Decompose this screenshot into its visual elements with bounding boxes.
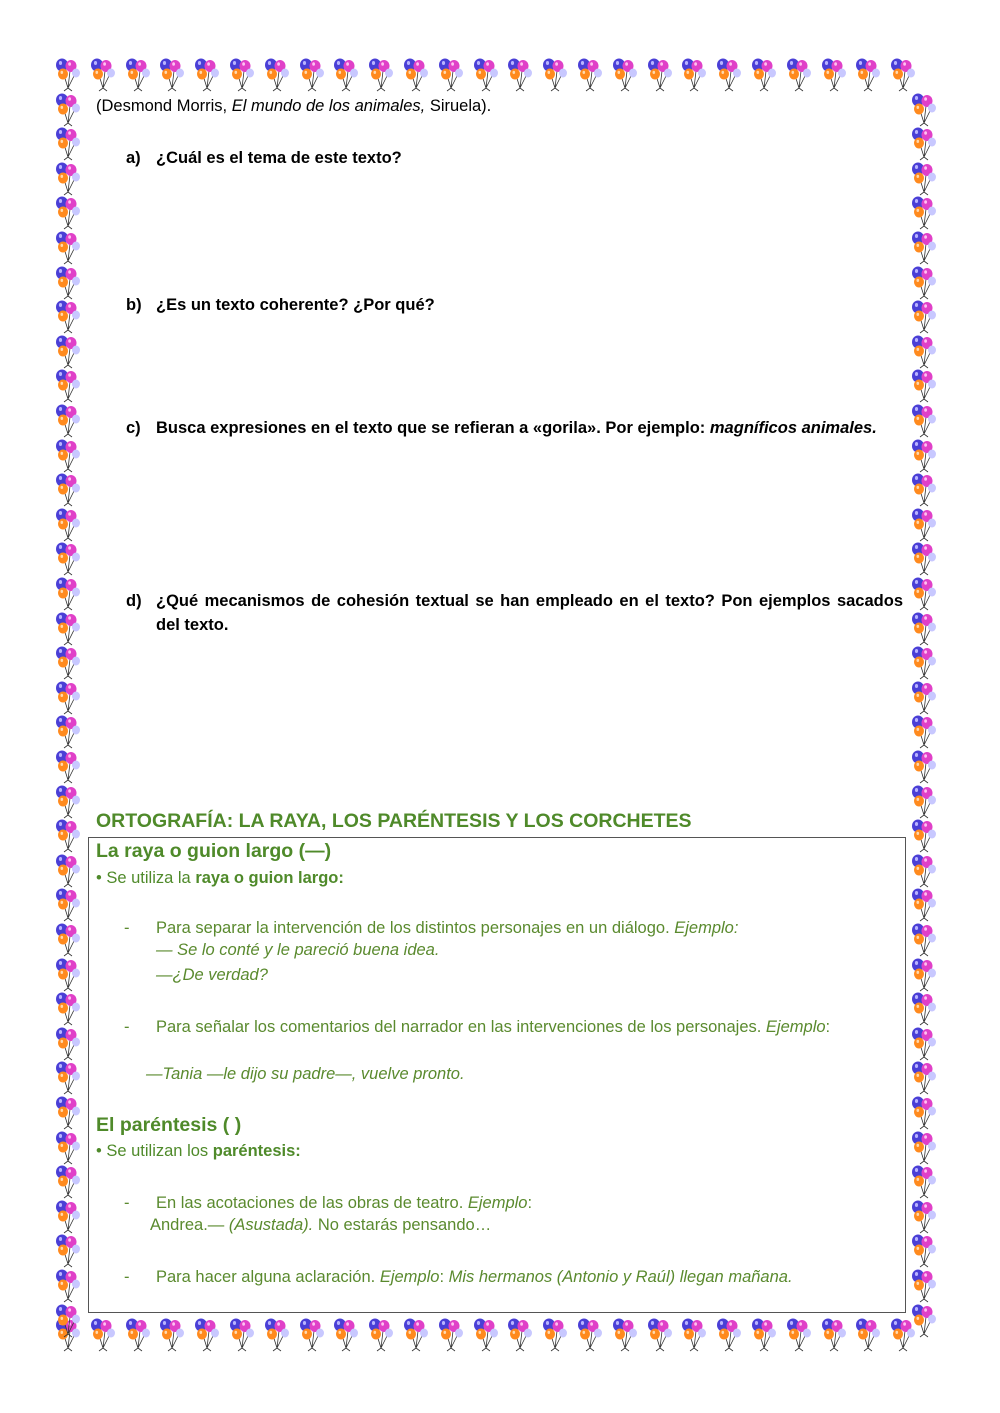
balloon-icon xyxy=(54,854,82,888)
balloon-icon xyxy=(54,681,82,715)
balloon-icon xyxy=(680,58,708,92)
balloon-icon xyxy=(910,819,938,853)
balloon-icon xyxy=(820,58,848,92)
balloon-icon xyxy=(298,1318,326,1352)
balloon-icon xyxy=(910,681,938,715)
balloon-icon xyxy=(910,1200,938,1234)
balloon-icon xyxy=(910,577,938,611)
balloon-icon xyxy=(193,58,221,92)
balloon-icon xyxy=(750,1318,778,1352)
source-citation: (Desmond Morris, El mundo de los animales, Siruela). xyxy=(96,97,492,115)
balloon-icon xyxy=(89,58,117,92)
section-heading: ORTOGRAFÍA: LA RAYA, LOS PARÉNTESIS Y LOS CORCHETES xyxy=(96,810,692,832)
balloon-icon xyxy=(910,542,938,576)
balloon-icon xyxy=(54,819,82,853)
balloon-icon xyxy=(889,58,917,92)
balloon-icon xyxy=(263,58,291,92)
balloon-icon xyxy=(576,58,604,92)
balloon-icon xyxy=(54,646,82,680)
balloon-icon xyxy=(332,58,360,92)
balloon-icon xyxy=(124,1318,152,1352)
balloon-icon xyxy=(820,1318,848,1352)
balloon-icon xyxy=(54,888,82,922)
balloon-icon xyxy=(228,1318,256,1352)
balloon-icon xyxy=(54,508,82,542)
parentesis-intro: • Se utilizan los paréntesis: xyxy=(96,1142,301,1160)
balloon-icon xyxy=(54,612,82,646)
balloon-icon xyxy=(54,58,82,92)
balloon-icon xyxy=(54,1096,82,1130)
balloon-icon xyxy=(54,439,82,473)
balloon-icon xyxy=(854,58,882,92)
balloon-icon xyxy=(228,58,256,92)
balloon-icon xyxy=(750,58,778,92)
parentesis-item-2: - Para hacer alguna aclaración. Ejemplo: Mis hermanos (Antonio y Raúl) llegan mañana. xyxy=(124,1268,793,1286)
balloon-icon xyxy=(54,992,82,1026)
balloon-icon xyxy=(715,1318,743,1352)
raya-intro: • Se utiliza la raya o guion largo: xyxy=(96,869,344,887)
balloon-icon xyxy=(910,958,938,992)
balloon-icon xyxy=(367,58,395,92)
balloon-icon xyxy=(472,58,500,92)
balloon-icon xyxy=(89,1318,117,1352)
balloon-icon xyxy=(910,785,938,819)
question-a xyxy=(126,146,903,170)
balloon-icon xyxy=(158,1318,186,1352)
balloon-icon xyxy=(54,1061,82,1095)
balloon-icon xyxy=(910,854,938,888)
balloon-icon xyxy=(910,1027,938,1061)
raya-example-3: —Tania —le dijo su padre—, vuelve pronto. xyxy=(146,1065,465,1083)
balloon-icon xyxy=(541,58,569,92)
balloon-icon xyxy=(437,1318,465,1352)
balloon-icon xyxy=(646,58,674,92)
balloon-icon xyxy=(910,1165,938,1199)
question-c xyxy=(126,416,903,440)
balloon-icon xyxy=(54,1131,82,1165)
balloon-icon xyxy=(910,231,938,265)
balloon-icon xyxy=(910,923,938,957)
balloon-icon xyxy=(506,58,534,92)
balloon-icon xyxy=(54,542,82,576)
question-text: Busca expresiones en el texto que se refieran a «gorila». Por ejemplo: magníficos animales. xyxy=(156,419,877,437)
question-letter: d) xyxy=(126,592,142,610)
balloon-icon xyxy=(541,1318,569,1352)
raya-title: La raya o guion largo (—) xyxy=(96,840,332,862)
parentesis-title: El paréntesis ( ) xyxy=(96,1114,242,1136)
balloon-icon xyxy=(910,612,938,646)
balloon-icon xyxy=(124,58,152,92)
balloon-icon xyxy=(54,196,82,230)
balloon-icon xyxy=(54,1269,82,1303)
balloon-icon xyxy=(910,715,938,749)
balloon-icon xyxy=(54,404,82,438)
balloon-icon xyxy=(910,473,938,507)
balloon-icon xyxy=(472,1318,500,1352)
balloon-icon xyxy=(54,162,82,196)
balloon-icon xyxy=(910,1269,938,1303)
balloon-icon xyxy=(910,750,938,784)
balloon-icon xyxy=(910,439,938,473)
balloon-icon xyxy=(910,508,938,542)
balloon-icon xyxy=(910,93,938,127)
balloon-icon xyxy=(54,300,82,334)
parentesis-item-1: - En las acotaciones de las obras de teatro. Ejemplo: xyxy=(124,1194,533,1212)
balloon-icon xyxy=(54,231,82,265)
question-d xyxy=(126,589,903,637)
balloon-icon xyxy=(680,1318,708,1352)
balloon-icon xyxy=(611,1318,639,1352)
balloon-icon xyxy=(910,300,938,334)
balloon-icon xyxy=(402,1318,430,1352)
balloon-icon xyxy=(54,93,82,127)
balloon-icon xyxy=(298,58,326,92)
balloon-icon xyxy=(367,1318,395,1352)
balloon-icon xyxy=(910,196,938,230)
balloon-icon xyxy=(193,1318,221,1352)
question-text: ¿Cuál es el tema de este texto? xyxy=(156,149,402,167)
balloon-icon xyxy=(910,162,938,196)
balloon-icon xyxy=(54,473,82,507)
question-letter: b) xyxy=(126,296,142,314)
question-b xyxy=(126,293,903,317)
balloon-icon xyxy=(646,1318,674,1352)
balloon-icon xyxy=(54,1027,82,1061)
balloon-icon xyxy=(910,1096,938,1130)
balloon-icon xyxy=(910,646,938,680)
question-letter: a) xyxy=(126,149,141,167)
question-text: ¿Es un texto coherente? ¿Por qué? xyxy=(156,296,435,314)
question-letter: c) xyxy=(126,419,141,437)
balloon-icon xyxy=(785,1318,813,1352)
balloon-icon xyxy=(910,369,938,403)
balloon-icon xyxy=(54,1165,82,1199)
balloon-icon xyxy=(910,1131,938,1165)
balloon-icon xyxy=(910,335,938,369)
balloon-icon xyxy=(910,404,938,438)
balloon-icon xyxy=(54,750,82,784)
balloon-icon xyxy=(854,1318,882,1352)
balloon-icon xyxy=(910,992,938,1026)
balloon-icon xyxy=(910,888,938,922)
balloon-icon xyxy=(158,58,186,92)
parentesis-example-1: Andrea.— (Asustada). No estarás pensando… xyxy=(150,1216,492,1234)
raya-item-2: - Para señalar los comentarios del narrador en las intervenciones de los personajes. Ejemplo: xyxy=(124,1018,831,1036)
balloon-icon xyxy=(54,1200,82,1234)
balloon-icon xyxy=(402,58,430,92)
balloon-icon xyxy=(910,1061,938,1095)
balloon-icon xyxy=(715,58,743,92)
question-text: ¿Qué mecanismos de cohesión textual se han empleado en el texto? Pon ejemplos sacados del texto. xyxy=(156,592,903,634)
balloon-icon xyxy=(910,266,938,300)
balloon-icon xyxy=(54,1234,82,1268)
balloon-icon xyxy=(54,785,82,819)
balloon-icon xyxy=(54,335,82,369)
raya-example-2: —¿De verdad? xyxy=(156,966,268,984)
raya-example-1: — Se lo conté y le pareció buena idea. xyxy=(156,941,440,959)
balloon-icon xyxy=(332,1318,360,1352)
balloon-icon xyxy=(54,923,82,957)
balloon-icon xyxy=(54,715,82,749)
balloon-icon xyxy=(54,369,82,403)
balloon-icon xyxy=(785,58,813,92)
balloon-icon xyxy=(54,127,82,161)
balloon-icon xyxy=(910,1304,938,1338)
balloon-icon xyxy=(54,958,82,992)
balloon-icon xyxy=(576,1318,604,1352)
raya-item-1: - Para separar la intervención de los distintos personajes en un diálogo. Ejemplo: xyxy=(124,919,739,937)
balloon-icon xyxy=(910,127,938,161)
balloon-icon xyxy=(437,58,465,92)
balloon-icon xyxy=(611,58,639,92)
balloon-icon xyxy=(263,1318,291,1352)
balloon-icon xyxy=(54,1304,82,1338)
balloon-icon xyxy=(54,266,82,300)
balloon-icon xyxy=(910,1234,938,1268)
balloon-icon xyxy=(54,577,82,611)
balloon-icon xyxy=(506,1318,534,1352)
